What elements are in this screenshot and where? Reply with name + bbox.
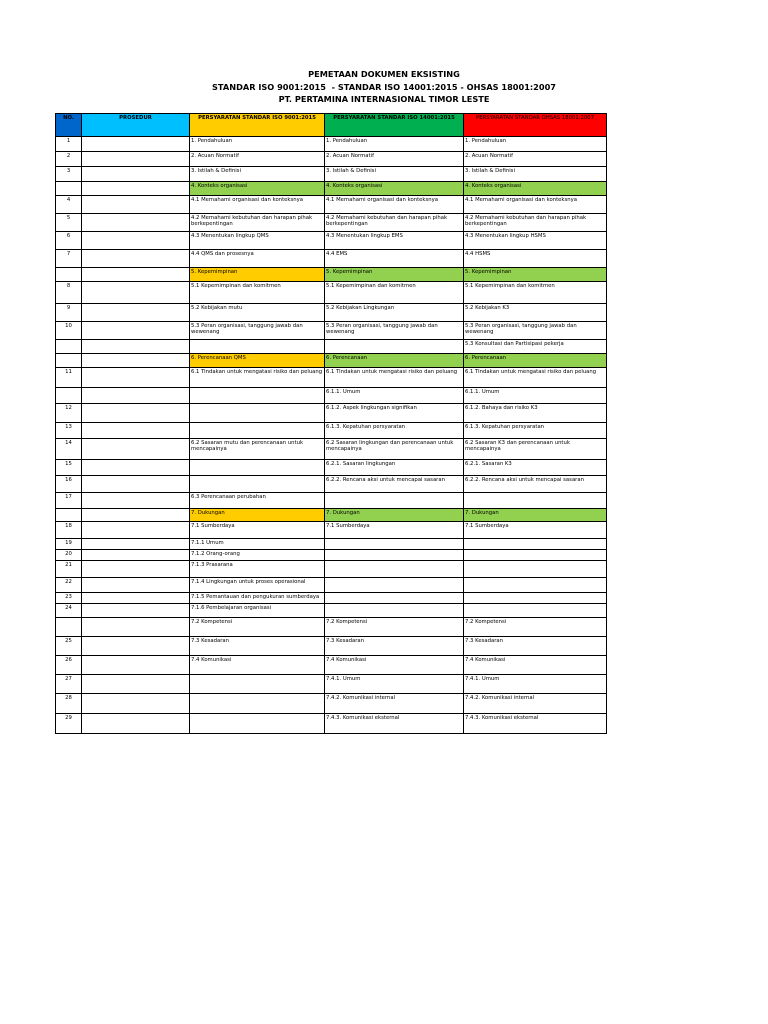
row-number [56,618,82,637]
document-title-block [0,68,768,106]
iso14001-cell: 6.1.1. Umum [325,388,464,404]
iso14001-cell: 4.2 Memahami kebutuhan dan harapan pihak berkepentingan [325,214,464,232]
prosedur-cell [82,522,190,539]
iso9001-cell: 3. Istilah & Definisi [190,167,325,182]
table-row [56,493,607,509]
iso9001-cell: 7. Dukungan [190,509,325,522]
table-row [56,637,607,656]
ohsas-cell: 4.2 Memahami kebutuhan dan harapan pihak berkepentingan [464,214,607,232]
iso14001-cell: 7.4 Komunikasi [325,656,464,675]
row-number: 18 [56,522,82,539]
iso9001-cell: 6.2 Sasaran mutu dan perencanaan untuk mencapainya [190,439,325,460]
ohsas-cell: 6.1.1. Umum [464,388,607,404]
iso9001-cell: 7.3 Kesadaran [190,637,325,656]
section-row [56,268,607,282]
section-row [56,509,607,522]
ohsas-cell [464,578,607,593]
prosedur-cell [82,561,190,578]
table-row [56,423,607,439]
prosedur-cell [82,368,190,388]
iso9001-cell: 7.1.5 Pemantauan dan pengukuran sumberdaya [190,593,325,604]
table-row [56,404,607,423]
header-iso9001: PERSYARATAN STANDAR ISO 9001:2015 [190,114,325,137]
table-row [56,167,607,182]
row-number: 11 [56,368,82,388]
section-row [56,354,607,368]
table-row [56,578,607,593]
table-row [56,593,607,604]
iso14001-cell: 5.2 Kebijakan Lingkungan [325,304,464,322]
prosedur-cell [82,714,190,734]
ohsas-cell: 6.1.3. Kepatuhan persyaratan [464,423,607,439]
iso9001-cell: 2. Acuan Normatif [190,152,325,167]
iso9001-cell [190,423,325,439]
prosedur-cell [82,593,190,604]
ohsas-cell: 5.3 Konsultasi dan Partisipasi pekerja [464,340,607,354]
ohsas-cell [464,550,607,561]
table-row [56,388,607,404]
title-line-3: PT. PERTAMINA INTERNASIONAL TIMOR LESTE [278,94,490,105]
prosedur-cell [82,439,190,460]
row-number: 27 [56,675,82,694]
row-number [56,509,82,522]
ohsas-cell: 7.4.1. Umum [464,675,607,694]
ohsas-cell: 4.3 Menentukan lingkup HSMS [464,232,607,250]
iso14001-cell: 4. Konteks organisasi [325,182,464,196]
iso9001-cell: 4.2 Memahami kebutuhan dan harapan pihak berkepentingan [190,214,325,232]
table-row [56,561,607,578]
iso14001-cell [325,561,464,578]
row-number: 3 [56,167,82,182]
row-number: 1 [56,137,82,152]
title-line-1: PEMETAAN DOKUMEN EKSISTING [308,69,460,79]
iso14001-cell: 6.1 Tindakan untuk mengatasi risiko dan peluang [325,368,464,388]
iso9001-cell: 7.1 Sumberdaya [190,522,325,539]
ohsas-cell: 6. Perencanaan [464,354,607,368]
table-row [56,460,607,476]
row-number: 6 [56,232,82,250]
iso9001-cell: 5.2 Kebijakan mutu [190,304,325,322]
ohsas-cell: 3. Istilah & Definisi [464,167,607,182]
prosedur-cell [82,167,190,182]
row-number: 5 [56,214,82,232]
table-header-row [56,114,607,137]
iso9001-cell: 5.1 Kepemimpinan dan komitmen [190,282,325,304]
iso14001-cell [325,340,464,354]
iso14001-cell [325,578,464,593]
iso14001-cell [325,604,464,618]
iso14001-cell [325,493,464,509]
iso9001-cell [190,694,325,714]
row-number: 10 [56,322,82,340]
iso9001-cell: 4.4 QMS dan prosesnya [190,250,325,268]
iso9001-cell: 6.3 Perencanaan perubahan [190,493,325,509]
prosedur-cell [82,232,190,250]
prosedur-cell [82,282,190,304]
prosedur-cell [82,604,190,618]
ohsas-cell: 4. Konteks organisasi [464,182,607,196]
row-number [56,354,82,368]
prosedur-cell [82,694,190,714]
ohsas-cell: 5.3 Peran organisasi, tanggung jawab dan wewenang [464,322,607,340]
iso14001-cell: 3. Istilah & Definisi [325,167,464,182]
ohsas-cell: 7.1 Sumberdaya [464,522,607,539]
iso9001-cell: 6. Perencanaan QMS [190,354,325,368]
table-row [56,322,607,340]
ohsas-cell: 6.1 Tindakan untuk mengatasi risiko dan peluang [464,368,607,388]
ohsas-cell [464,493,607,509]
prosedur-cell [82,388,190,404]
table-row [56,476,607,493]
iso14001-cell: 6. Perencanaan [325,354,464,368]
table-row [56,250,607,268]
iso9001-cell: 7.1.6 Pembelajaran organisasi [190,604,325,618]
row-number: 22 [56,578,82,593]
iso14001-cell: 7.4.1. Umum [325,675,464,694]
iso9001-cell [190,714,325,734]
header-ohsas: PERSYARATAN STANDAR OHSAS 18001:2007 [464,114,607,137]
prosedur-cell [82,460,190,476]
prosedur-cell [82,196,190,214]
table-row [56,439,607,460]
row-number [56,268,82,282]
iso9001-cell: 7.2 Kompetensi [190,618,325,637]
iso9001-cell: 1. Pendahuluan [190,137,325,152]
iso14001-cell [325,539,464,550]
iso14001-cell: 7.2 Kompetensi [325,618,464,637]
prosedur-cell [82,340,190,354]
iso14001-cell: 1. Pendahuluan [325,137,464,152]
iso9001-cell: 7.1.2 Orang-orang [190,550,325,561]
prosedur-cell [82,268,190,282]
row-number: 26 [56,656,82,675]
iso14001-cell [325,550,464,561]
row-number: 13 [56,423,82,439]
table-row [56,304,607,322]
table-row [56,214,607,232]
iso9001-cell: 7.1.4 Lingkungan untuk proses operasional [190,578,325,593]
ohsas-cell: 7.2 Kompetensi [464,618,607,637]
iso9001-cell [190,404,325,423]
prosedur-cell [82,550,190,561]
header-iso14001: PERSYARATAN STANDAR ISO 14001:2015 [325,114,464,137]
ohsas-cell: 6.2.1. Sasaran K3 [464,460,607,476]
iso9001-cell [190,388,325,404]
iso14001-cell: 6.2 Sasaran lingkungan dan perencanaan untuk mencapainya [325,439,464,460]
prosedur-cell [82,152,190,167]
prosedur-cell [82,304,190,322]
ohsas-cell [464,539,607,550]
table-row [56,368,607,388]
prosedur-cell [82,423,190,439]
ohsas-cell: 5.2 Kebijakan K3 [464,304,607,322]
prosedur-cell [82,493,190,509]
iso14001-cell: 5. Kepemimpinan [325,268,464,282]
row-number [56,182,82,196]
iso9001-cell: 4.1 Memahami organisasi dan konteksnya [190,196,325,214]
ohsas-cell: 6.2 Sasaran K3 dan perencanaan untuk mencapainya [464,439,607,460]
iso14001-cell: 6.1.3. Kepatuhan persyaratan [325,423,464,439]
table-row [56,340,607,354]
row-number: 7 [56,250,82,268]
iso9001-cell: 4.3 Menentukan lingkup QMS [190,232,325,250]
ohsas-cell: 1. Pendahuluan [464,137,607,152]
ohsas-cell: 5. Kepemimpinan [464,268,607,282]
section-row [56,182,607,196]
iso9001-cell: 4. Konteks organisasi [190,182,325,196]
iso14001-cell: 4.1 Memahami organisasi dan konteksnya [325,196,464,214]
prosedur-cell [82,182,190,196]
iso9001-cell: 6.1 Tindakan untuk mengatasi risiko dan peluang [190,368,325,388]
row-number [56,388,82,404]
row-number: 25 [56,637,82,656]
iso9001-cell: 5.3 Peran organisasi, tanggung jawab dan wewenang [190,322,325,340]
row-number: 16 [56,476,82,493]
row-number: 24 [56,604,82,618]
table-row [56,196,607,214]
prosedur-cell [82,539,190,550]
table-row [56,282,607,304]
prosedur-cell [82,250,190,268]
row-number: 2 [56,152,82,167]
header-prosedur: PROSEDUR [82,114,190,137]
prosedur-cell [82,214,190,232]
iso14001-cell [325,593,464,604]
ohsas-cell: 5.1 Kepemimpinan dan komitmen [464,282,607,304]
row-number: 4 [56,196,82,214]
ohsas-cell: 7.4.3. Komunikasi eksternal [464,714,607,734]
mapping-table [55,113,607,734]
prosedur-cell [82,476,190,493]
iso14001-cell: 7. Dukungan [325,509,464,522]
iso14001-cell: 7.4.3. Komunikasi eksternal [325,714,464,734]
row-number: 28 [56,694,82,714]
row-number: 29 [56,714,82,734]
prosedur-cell [82,137,190,152]
prosedur-cell [82,404,190,423]
iso9001-cell: 5. Kepemimpinan [190,268,325,282]
ohsas-cell: 7.4.2. Komunikasi internal [464,694,607,714]
row-number [56,340,82,354]
row-number: 12 [56,404,82,423]
row-number: 8 [56,282,82,304]
row-number: 15 [56,460,82,476]
row-number: 21 [56,561,82,578]
prosedur-cell [82,509,190,522]
table-row [56,232,607,250]
prosedur-cell [82,322,190,340]
iso14001-cell: 7.4.2. Komunikasi internal [325,694,464,714]
table-row [56,604,607,618]
iso14001-cell: 7.1 Sumberdaya [325,522,464,539]
prosedur-cell [82,675,190,694]
iso9001-cell [190,340,325,354]
iso14001-cell: 6.2.1. Sasaran lingkungan [325,460,464,476]
iso9001-cell: 7.1.1 Umum [190,539,325,550]
iso9001-cell [190,675,325,694]
table-row [56,550,607,561]
prosedur-cell [82,637,190,656]
ohsas-cell [464,593,607,604]
ohsas-cell [464,604,607,618]
iso9001-cell [190,460,325,476]
table-row [56,137,607,152]
table-row [56,714,607,734]
table-row [56,539,607,550]
table-row [56,656,607,675]
prosedur-cell [82,656,190,675]
iso14001-cell: 4.3 Menentukan lingkup EMS [325,232,464,250]
row-number: 9 [56,304,82,322]
ohsas-cell: 2. Acuan Normatif [464,152,607,167]
row-number: 23 [56,593,82,604]
iso9001-cell: 7.1.3 Prasarana [190,561,325,578]
table-row [56,694,607,714]
title-line-2: STANDAR ISO 9001:2015 - STANDAR ISO 14001:2015 - OHSAS 18001:2007 [212,81,556,92]
table-row [56,522,607,539]
ohsas-cell: 4.1 Memahami organisasi dan konteksnya [464,196,607,214]
row-number: 14 [56,439,82,460]
table-row [56,618,607,637]
ohsas-cell: 6.2.2. Rencana aksi untuk mencapai sasaran [464,476,607,493]
ohsas-cell: 7. Dukungan [464,509,607,522]
iso9001-cell: 7.4 Komunikasi [190,656,325,675]
ohsas-cell: 6.1.2. Bahaya dan risiko K3 [464,404,607,423]
prosedur-cell [82,578,190,593]
ohsas-cell: 7.4 Komunikasi [464,656,607,675]
row-number: 19 [56,539,82,550]
header-no: NO. [56,114,82,137]
iso14001-cell: 6.2.2. Rencana aksi untuk mencapai sasaran [325,476,464,493]
table-row [56,675,607,694]
iso14001-cell: 4.4 EMS [325,250,464,268]
table-row [56,152,607,167]
iso14001-cell: 2. Acuan Normatif [325,152,464,167]
iso9001-cell [190,476,325,493]
row-number: 20 [56,550,82,561]
row-number: 17 [56,493,82,509]
ohsas-cell [464,561,607,578]
ohsas-cell: 7.3 Kesadaran [464,637,607,656]
ohsas-cell: 4.4 HSMS [464,250,607,268]
iso14001-cell: 5.3 Peran organisasi, tanggung jawab dan wewenang [325,322,464,340]
prosedur-cell [82,618,190,637]
prosedur-cell [82,354,190,368]
iso14001-cell: 6.1.2. Aspek lingkungan signifikan [325,404,464,423]
iso14001-cell: 7.3 Kesadaran [325,637,464,656]
iso14001-cell: 5.1 Kepemimpinan dan komitmen [325,282,464,304]
